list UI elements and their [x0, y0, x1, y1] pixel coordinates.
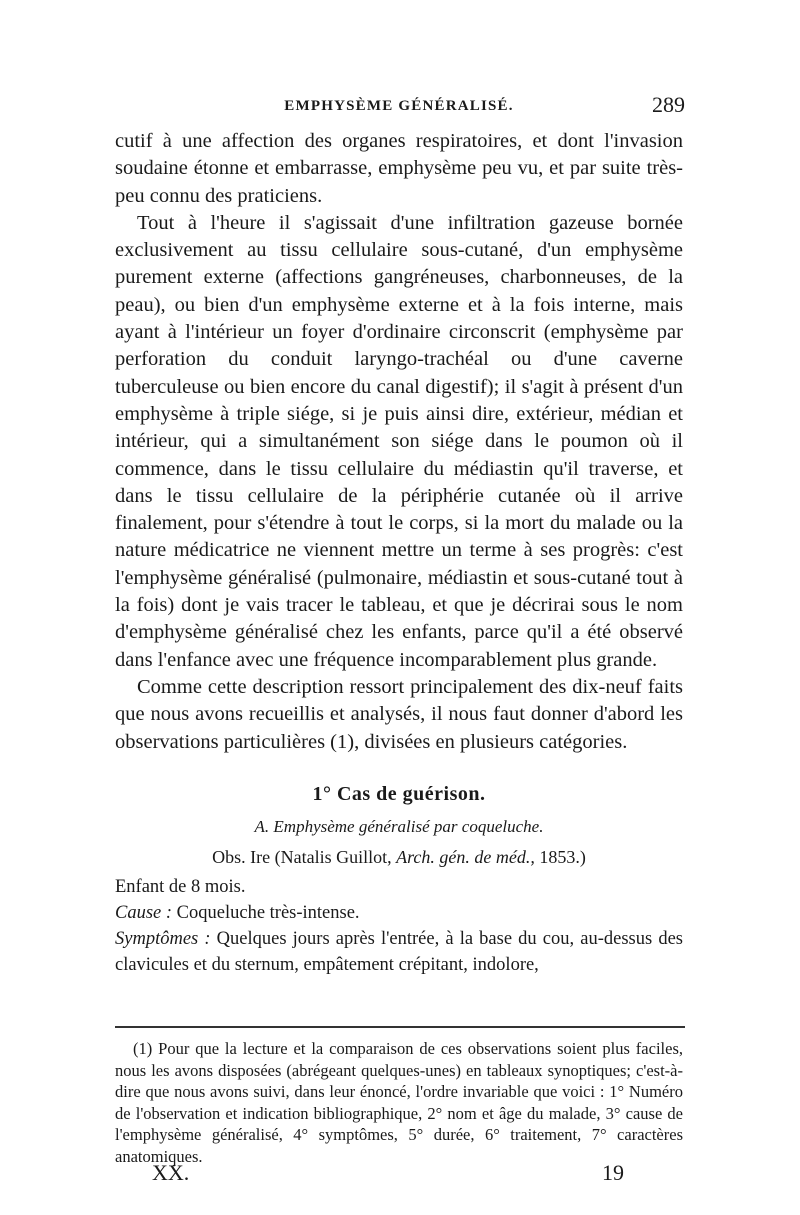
paragraph-1: cutif à une affection des organes respiratoires, et dont l'invasion soudaine étonne et embarrasse, emphysème peu vu, et par suite très-peu connu des praticiens. — [115, 130, 683, 207]
running-title: EMPHYSÈME GÉNÉRALISÉ. — [284, 98, 514, 114]
footnote-rule — [115, 1026, 685, 1028]
case-patient: Enfant de 8 mois. — [115, 876, 246, 897]
subsection-title: A. Emphysème généralisé par coqueluche. — [254, 816, 544, 836]
case-symptoms — [115, 926, 683, 978]
signature-number: 19 — [602, 1160, 624, 1185]
observation-reference: Arch. gén. de méd., — [396, 846, 535, 867]
case-cause — [115, 900, 683, 926]
paragraph-2: Tout à l'heure il s'agissait d'une infiltration gazeuse bornée exclusivement au tissu cellulaire sous-cutané, d'un emphysème purement externe (affections gangréneuses, charbonneuses, de la peau), ou bien d'un emphysème externe et à la fois interne, mais ayant à l'intérieur un foyer d'ordinaire circonscrit (emphysème par perforation du conduit laryngo-trachéal ou d'une caverne tuberculeuse ou bien encore du canal digestif); il s'agit à présent d'un emphysème à triple siége, si je puis ainsi dire, extérieur, médian et intérieur, qui a simultanément son siége dans le poumon où il commence, dans le tissu cellulaire du médiastin qu'il traverse, et dans le tissu cellulaire de la périphérie cutanée où il arrive finalement, pour s'étendre à tout le corps, si la mort du malade ou la nature médicatrice ne viennent mettre un terme à ses progrès: c'est l'emphysème généralisé (pulmonaire, médiastin et sous-cutané tout à la fois) dont je vais tracer le tableau, et que je décrirai sous le nom d'emphysème généralisé chez les enfants, parce qu'il a été observé dans l'enfance avec une fréquence incomparablement plus grande. — [115, 211, 683, 671]
page-number: 289 — [652, 92, 685, 117]
observation-prefix: Obs. Ire (Natalis Guillot, — [212, 846, 397, 867]
main-text — [115, 128, 683, 978]
footnote — [115, 1038, 683, 1167]
running-head — [113, 92, 685, 122]
paragraph-3: Comme cette description ressort principalement des dix-neuf faits que nous avons recueillis et analysés, il nous faut donner d'abord les observations particulières (1), divisées en plusieurs catégories. — [115, 675, 683, 753]
observation-heading — [115, 844, 683, 870]
section-title: 1° Cas de guérison. — [312, 782, 486, 805]
symptoms-text: Quelques jours après l'entrée, à la base du cou, au-dessus des clavicules et du sternum, empâtement crépitant, indolore, — [115, 928, 683, 975]
symptoms-label: Symptômes : — [115, 928, 211, 949]
cause-label: Cause : — [115, 902, 173, 923]
cause-text: Coqueluche très-intense. — [172, 902, 360, 923]
signature-mark: XX. — [152, 1160, 190, 1185]
observation-suffix: 1853.) — [534, 846, 586, 867]
footnote-text: (1) Pour que la lecture et la comparaison de ces observations soient plus faciles, nous les avons disposées (abrégeant quelques-unes) en tableaux synoptiques; c'est-à-dire que nous avons suivi, dans leur énoncé, l'ordre invariable que voici : 1° Numéro de l'observation et indication bibliographique, 2° nom et âge du malade, 3° cause de l'emphysème généralisé, 4° symptômes, 5° durée, 6° traitement, 7° caractères anatomiques. — [115, 1039, 683, 1166]
